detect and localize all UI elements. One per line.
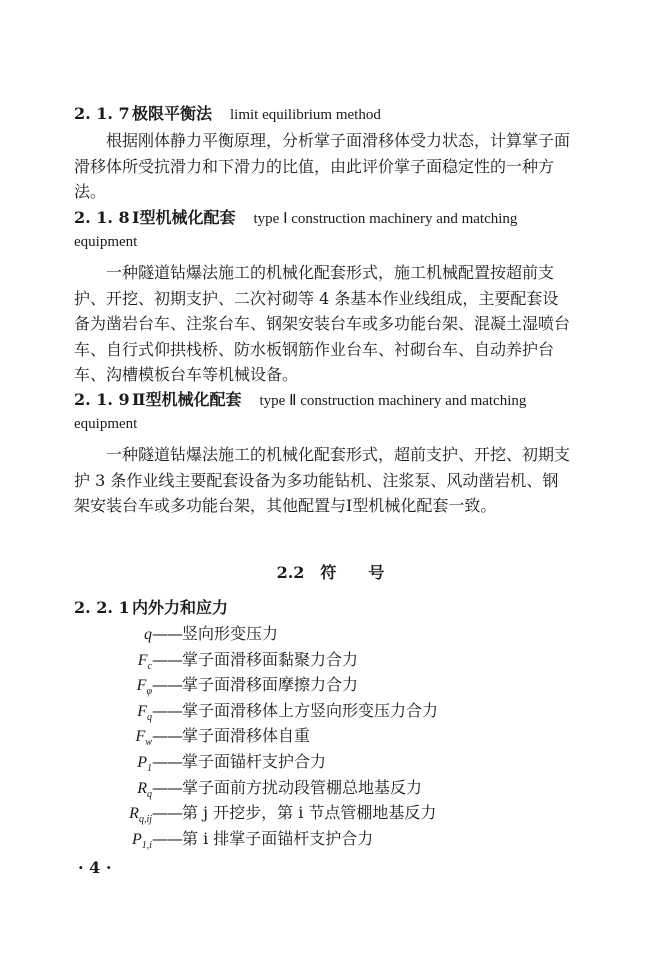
symbol-variable-group	[70, 830, 152, 856]
symbol-variable: F	[136, 677, 147, 695]
symbol-variable-group	[70, 651, 152, 677]
definition-text: 一种隧道钻爆法施工的机械化配套形式，超前支护、开挖、初期支护 3 条作业线主要配套设备为多功能钻机、注浆泵、风动凿岩机、钢架安装台车或多功能台架，其他配置与Ⅰ型机械化配套一致。	[74, 445, 571, 516]
symbol-subscript: 1,i	[141, 839, 152, 851]
symbol-subscript: φ	[146, 686, 152, 698]
symbol-description: 第 i 排掌子面锚杆支护合力	[182, 828, 374, 848]
term-en: type Ⅱ construction machinery and matching	[259, 393, 527, 409]
term-en-continued: equipment	[74, 234, 138, 250]
clause-2-1-8-body	[74, 260, 570, 388]
symbol-subscript: q	[147, 788, 152, 800]
symbol-variable-group	[70, 702, 152, 728]
symbol-row	[70, 701, 438, 728]
clause-number: 2. 1. 9	[74, 390, 130, 409]
symbol-dash: ——	[152, 675, 182, 695]
symbol-subscript: w	[145, 737, 152, 749]
term-zh: Ⅱ型机械化配套	[132, 390, 242, 409]
clause-number: 2. 1. 7	[74, 104, 130, 123]
symbol-row	[70, 650, 358, 677]
symbol-dash: ——	[152, 649, 182, 669]
page-number: · 4 ·	[78, 858, 112, 877]
symbol-subscript: q	[147, 711, 152, 723]
clause-number: 2. 2. 1	[74, 598, 130, 617]
symbol-variable: P	[137, 754, 147, 771]
term-en-continued: equipment	[74, 416, 138, 432]
symbol-variable-group	[70, 727, 152, 753]
symbol-subscript: 1	[147, 763, 152, 775]
definition-text: 一种隧道钻爆法施工的机械化配套形式，施工机械配置按超前支护、开挖、初期支护、二次衬砌等 4 条基本作业线组成，主要配套设备为凿岩台车、注浆台车、钢架安装台车或多功能台架、混凝土湿喷台车、自行式仰拱栈桥、防水板钢筋作业台车、衬砌台车、自动养护台车、沟槽模板台车等机械设备。	[74, 263, 571, 385]
symbol-dash: ——	[152, 828, 182, 848]
symbol-description: 竖向形变压力	[182, 624, 279, 643]
symbol-description: 第 j 开挖步，第 i 节点管棚地基反力	[182, 803, 437, 823]
symbol-description: 掌子面滑移体上方竖向形变压力合力	[182, 700, 439, 720]
symbol-variable-group	[70, 676, 152, 702]
symbol-variable: F	[137, 651, 148, 669]
symbol-row	[70, 778, 422, 805]
symbol-variable: R	[137, 779, 147, 797]
symbol-row	[70, 752, 326, 779]
term-zh: 极限平衡法	[132, 104, 213, 123]
symbol-description: 掌子面前方扰动段管棚总地基反力	[182, 777, 423, 797]
term-en: type Ⅰ construction machinery and matching	[253, 211, 518, 227]
clause-number: 2. 1. 8	[74, 208, 130, 227]
symbol-dash: ——	[152, 624, 182, 643]
clause-2-1-7-body	[74, 128, 570, 205]
symbol-subscript: q,ij	[138, 814, 152, 826]
clause-title: 内外力和应力	[132, 598, 229, 617]
section-2-2-title: 2.2 符 号	[276, 563, 385, 582]
clause-2-1-9-heading	[74, 390, 526, 411]
symbol-variable: q	[144, 626, 152, 643]
symbol-dash: ——	[152, 700, 182, 720]
symbol-description: 掌子面滑移面黏聚力合力	[182, 649, 359, 669]
symbol-dash: ——	[152, 726, 182, 746]
symbol-variable: R	[129, 805, 139, 823]
clause-2-2-1-heading	[74, 598, 246, 618]
clause-2-1-8-heading	[74, 208, 517, 229]
symbol-row	[70, 726, 310, 753]
symbol-variable: P	[131, 830, 142, 848]
symbol-subscript: c	[147, 660, 152, 672]
symbol-dash: ——	[152, 777, 182, 797]
symbol-description: 掌子面锚杆支护合力	[182, 752, 327, 771]
symbol-variable: F	[137, 702, 147, 720]
definition-text: 根据刚体静力平衡原理，分析掌子面滑移体受力状态，计算掌子面滑移体所受抗滑力和下滑力的比值，由此评价掌子面稳定性的一种方法。	[74, 131, 571, 202]
symbol-row	[70, 624, 278, 645]
clause-2-1-9-body	[74, 442, 570, 519]
clause-2-1-7-heading	[74, 104, 381, 125]
symbol-description: 掌子面滑移面摩擦力合力	[182, 675, 359, 695]
symbol-dash: ——	[152, 803, 182, 823]
symbol-row	[70, 829, 373, 856]
term-en: limit equilibrium method	[230, 107, 381, 123]
symbol-row	[70, 803, 436, 830]
symbol-row	[70, 675, 358, 702]
symbol-dash: ——	[152, 752, 182, 771]
symbol-variable: F	[135, 728, 146, 746]
symbol-description: 掌子面滑移体自重	[182, 726, 311, 746]
symbol-variable-group	[70, 779, 152, 805]
symbol-variable-group	[70, 753, 152, 779]
symbol-variable-group	[70, 804, 152, 830]
term-zh: Ⅰ型机械化配套	[132, 208, 236, 227]
